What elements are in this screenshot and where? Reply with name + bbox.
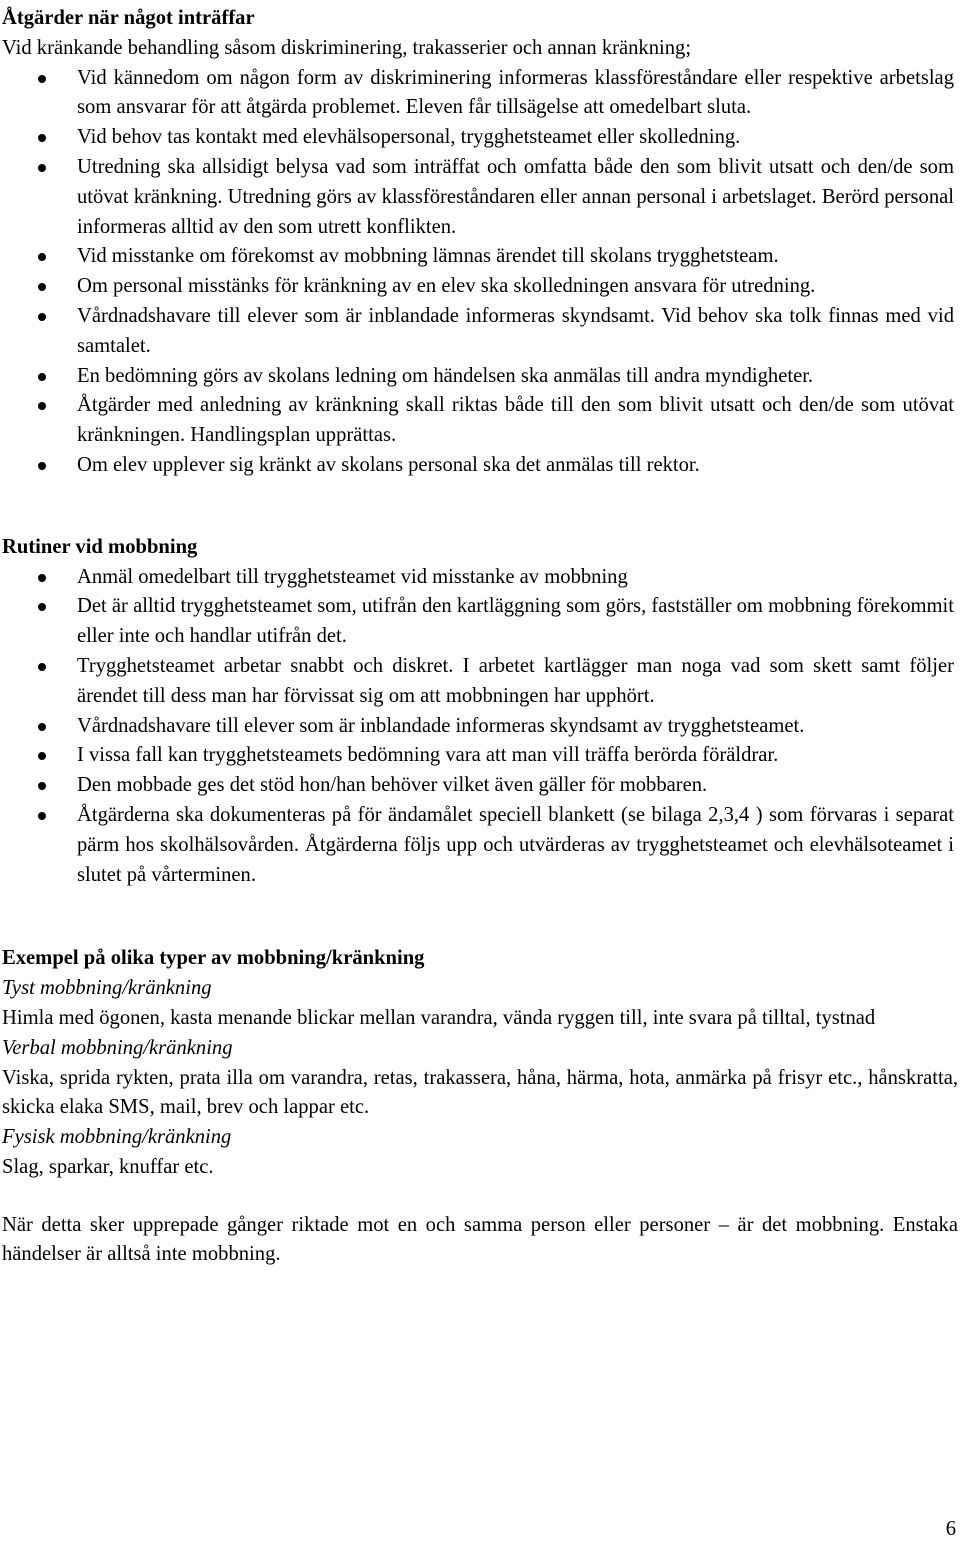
- bullet-icon: [38, 134, 46, 142]
- spacer: [2, 890, 958, 944]
- list-item: Om elev upplever sig kränkt av skolans personal ska det anmälas till rektor.: [2, 451, 958, 481]
- list-item: Vårdnadshavare till elever som är inblandade informeras skyndsamt av trygghetsteamet.: [2, 712, 958, 742]
- list-item: Vårdnadshavare till elever som är inblandade informeras skyndsamt. Vid behov ska tolk finnas med vid samtalet.: [2, 302, 958, 362]
- section-actions: [2, 4, 958, 481]
- list-item: I vissa fall kan trygghetsteamets bedömning vara att man vill träffa berörda föräldrar.: [2, 741, 958, 771]
- bullet-icon: [38, 253, 46, 261]
- list-item: Det är alltid trygghetsteamet som, utifrån den kartläggning som görs, fastställer om mobbning förekommit eller inte och handlar utifrån det.: [2, 592, 958, 652]
- type-title: Tyst mobbning/kränkning: [2, 977, 212, 1000]
- bullet-icon: [38, 812, 46, 820]
- list-item: Åtgärder med anledning av kränkning skall riktas både till den som blivit utsatt och den/de som utövat kränkningen. Handlingsplan upprättas.: [2, 391, 958, 451]
- spacer: [2, 481, 958, 533]
- bullet-icon: [38, 164, 46, 172]
- list-item: En bedömning görs av skolans ledning om händelsen ska anmälas till andra myndigheter.: [2, 362, 958, 392]
- list-item: Vid behov tas kontakt med elevhälsopersonal, trygghetsteamet eller skolledning.: [2, 123, 958, 153]
- spacer: [2, 1183, 958, 1211]
- bullet-icon: [38, 782, 46, 790]
- list-item: Vid misstanke om förekomst av mobbning lämnas ärendet till skolans trygghetsteam.: [2, 242, 958, 272]
- section-intro: Vid kränkande behandling såsom diskriminering, trakasserier och annan kränkning;: [2, 36, 692, 59]
- list-item: Den mobbade ges det stöd hon/han behöver vilket även gäller för mobbaren.: [2, 771, 958, 801]
- section-heading-actions: Åtgärder när något inträffar: [2, 7, 255, 29]
- actions-list: [2, 64, 958, 481]
- bullet-icon: [38, 313, 46, 321]
- page-number: 6: [945, 1518, 956, 1541]
- conclusion-text: När detta sker upprepade gånger riktade mot en och samma person eller personer – är det mobbning. Enstaka händelser är alltså inte mobbning.: [2, 1213, 958, 1266]
- list-item: Åtgärderna ska dokumenteras på för ändamålet speciell blankett (se bilaga 2,3,4 ) som förvaras i separat pärm hos skolhälsovården. Åtgärderna följs upp och utvärderas av trygghetsteamet och elevhälsoteamet i slutet på vårterminen.: [2, 801, 958, 890]
- bullet-icon: [38, 574, 46, 582]
- type-description: Slag, sparkar, knuffar etc.: [2, 1155, 214, 1178]
- bullet-icon: [38, 462, 46, 470]
- bullet-icon: [38, 752, 46, 760]
- section-bullying-routines: [2, 533, 958, 891]
- bullet-icon: [38, 663, 46, 671]
- routines-list: [2, 563, 958, 891]
- bullet-icon: [38, 373, 46, 381]
- section-bullying-types: [2, 944, 958, 1270]
- bullet-icon: [38, 402, 46, 410]
- list-item: Anmäl omedelbart till trygghetsteamet vid misstanke av mobbning: [2, 563, 958, 593]
- section-heading-types: Exempel på olika typer av mobbning/kränkning: [2, 947, 425, 970]
- type-title: Fysisk mobbning/kränkning: [2, 1126, 232, 1149]
- bullet-icon: [38, 723, 46, 731]
- type-title: Verbal mobbning/kränkning: [2, 1036, 233, 1059]
- bullet-icon: [38, 75, 46, 83]
- section-heading-routines: Rutiner vid mobbning: [2, 535, 198, 558]
- type-description: Himla med ögonen, kasta menande blickar mellan varandra, vända ryggen till, inte svara på tilltal, tystnad: [2, 1006, 876, 1029]
- list-item: Utredning ska allsidigt belysa vad som inträffat och omfatta både den som blivit utsatt och den/de som utövat kränkning. Utredning görs av klassföreståndaren eller annan personal i arbetslaget. Berörd personal informeras alltid av den som utrett konflikten.: [2, 153, 958, 242]
- list-item: Om personal misstänks för kränkning av en elev ska skolledningen ansvara för utredning.: [2, 272, 958, 302]
- list-item: Vid kännedom om någon form av diskriminering informeras klassföreståndare eller respektive arbetslag som ansvarar för att åtgärda problemet. Eleven får tillsägelse att omedelbart sluta.: [2, 64, 958, 124]
- bullet-icon: [38, 283, 46, 291]
- type-description: Viska, sprida rykten, prata illa om varandra, retas, trakassera, håna, härma, hota, anmärka på frisyr etc., hånskratta, skicka elaka SMS, mail, brev och lappar etc.: [2, 1066, 958, 1119]
- bullet-icon: [38, 603, 46, 611]
- list-item: Trygghetsteamet arbetar snabbt och diskret. I arbetet kartlägger man noga vad som skett samt följer ärendet till dess man har förvissat sig om att mobbningen har upphört.: [2, 652, 958, 712]
